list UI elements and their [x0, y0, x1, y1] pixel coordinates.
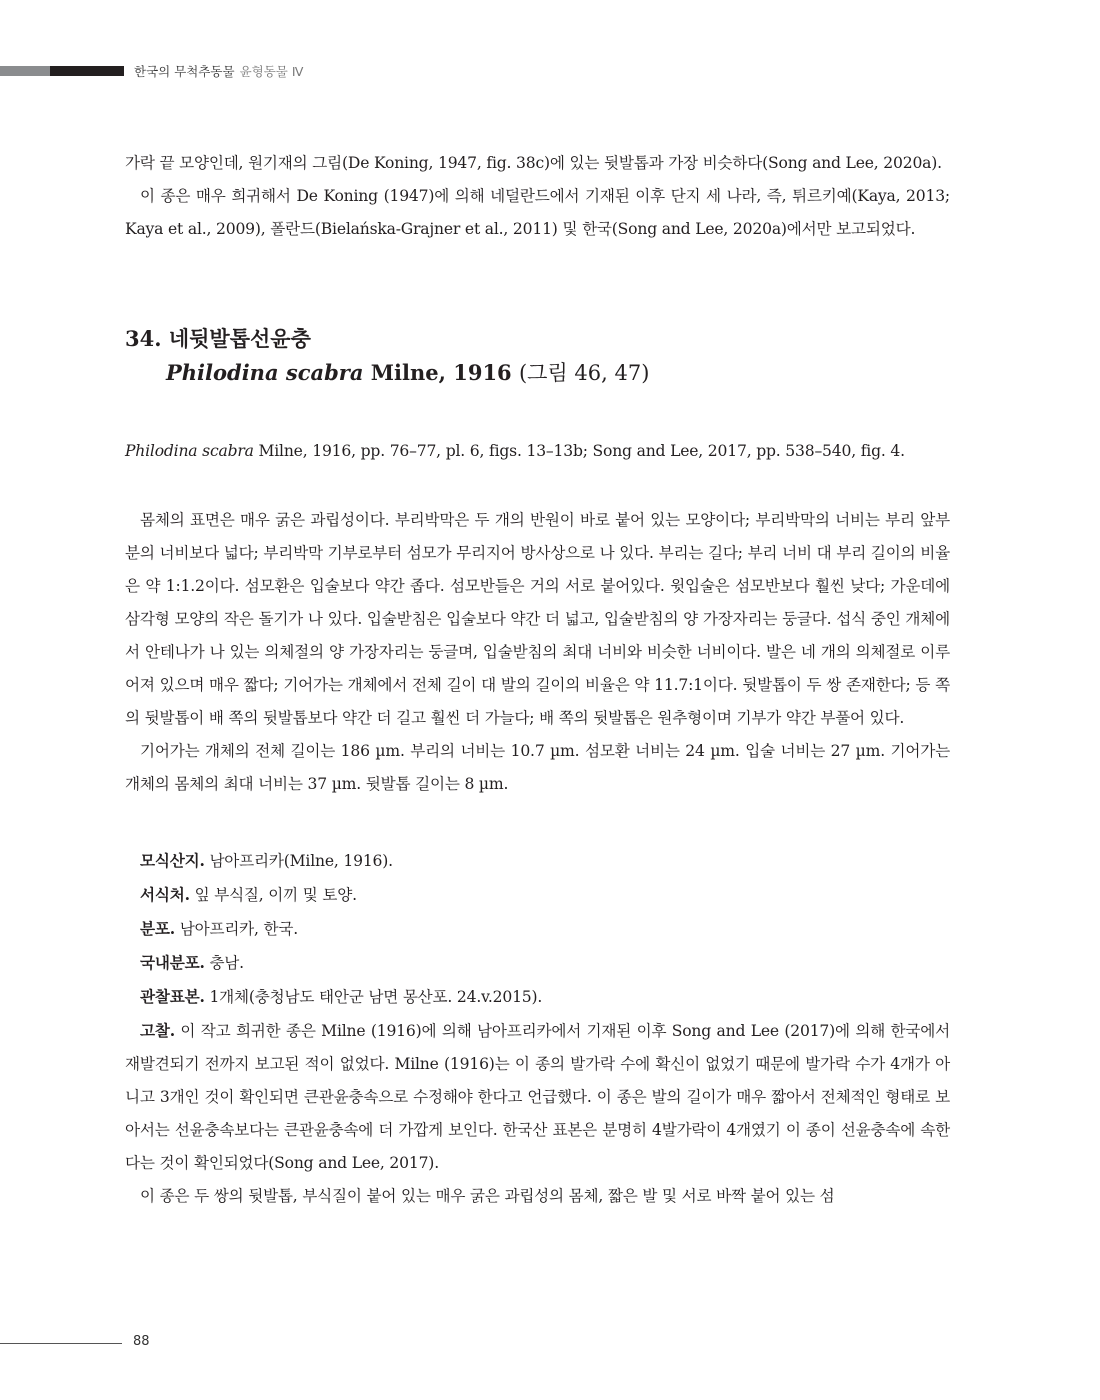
page-number: 88: [133, 1334, 150, 1349]
record-label: 서식처.: [140, 885, 190, 904]
species-number: 34.: [125, 326, 162, 351]
record-text: 남아프리카(Milne, 1916).: [204, 852, 393, 870]
record-label: 국내분포.: [140, 953, 205, 972]
remarks-paragraph-2: 이 종은 두 쌍의 뒷발톱, 부식질이 붙어 있는 매우 굵은 과립성의 몸체, 짧은 발 및 서로 바짝 붙어 있는 섬: [140, 1187, 835, 1205]
record-text: 1개체(충청남도 태안군 남면 몽산포. 24.v.2015).: [204, 988, 543, 1006]
description-paragraph-1: 몸체의 표면은 매우 굵은 과립성이다. 부리박막은 두 개의 반원이 바로 붙어 있는 모양이다; 부리박막의 너비는 부리 앞부분의 너비보다 넓다; 부리박막 기부로부터 섬모가 무리지어 방사상으로 나 있다. 부리는 길다; 부리 너비 대 부리 길이의 비율은 약 1:1.2이다. 섬모환은 입술보다 약간 좁다. 섬모반들은 거의 서로 붙어있다. 윗입술은 섬모반보다 훨씬 낮다; 가운데에 삼각형 모양의 작은 돌기가 나 있다. 입술받침은 입술보다 약간 더 넓고, 입술받침의 양 가장자리는 둥글다. 섭식 중인 개체에서 안테나가 나 있는 의체절의 양 가장자리는 둥글며, 입술받침의 최대 너비와 비슷한 너비이다. 발은 네 개의 의체절로 이루어져 있으며 매우 짧다; 기어가는 개체에서 전체 길이 대 발의 길이의 비율은 약 11.7:1이다. 뒷발톱이 두 쌍 존재한다; 등 쪽의 뒷발톱이 배 쪽의 뒷발톱보다 약간 더 길고 훨씬 더 가늘다; 배 쪽의 뒷발톱은 원추형이며 기부가 약간 부풀어 있다.: [125, 511, 950, 727]
running-header: [0, 64, 400, 78]
record-text: 남아프리카, 한국.: [174, 920, 299, 938]
record-material-examined: [140, 980, 950, 1014]
species-korean-name: 네뒷발톱선윤충: [168, 326, 311, 351]
footer-rule: [0, 1343, 122, 1344]
species-scientific-line: [125, 356, 950, 390]
species-sci-name: Philodina scabra: [166, 360, 364, 385]
remarks-paragraph-1: [125, 1014, 950, 1180]
record-label: 관찰표본.: [140, 987, 205, 1006]
synonymy-text: Milne, 1916, pp. 76–77, pl. 6, figs. 13–13b; Song and Lee, 2017, pp. 538–540, fig. 4.: [258, 442, 905, 460]
record-distribution: [140, 912, 950, 946]
species-figure-ref: (그림 46, 47): [518, 361, 650, 385]
record-label: 분포.: [140, 919, 175, 938]
record-korean-distribution: [140, 946, 950, 980]
header-bar-grey: [0, 66, 50, 76]
page-body: [125, 147, 950, 1213]
description-paragraph-2: 기어가는 개체의 전체 길이는 186 µm. 부리의 너비는 10.7 µm. 섬모환 너비는 24 µm. 입술 너비는 27 µm. 기어가는 개체의 몸체의 최대 너비는 37 µm. 뒷발톱 길이는 8 µm.: [125, 742, 950, 793]
header-volume: 윤형동물 Ⅳ: [239, 64, 304, 79]
synonymy: [125, 435, 950, 468]
species-heading: [125, 322, 950, 390]
remarks-text: 이 작고 희귀한 종은 Milne (1916)에 의해 남아프리카에서 기재된 이후 Song and Lee (2017)에 의해 한국에서 재발견되기 전까지 보고된 적이 없었다. Milne (1916)는 이 종의 발가락 수에 확신이 없었기 때문에 발가락 수가 4개가 아니고 3개인 것이 확인되면 큰관윤충속으로 수정해야 한다고 언급했다. 이 종은 발의 길이가 매우 짧아서 전체적인 형태로 보아서는 선윤충속보다는 큰관윤충속에 더 가깝게 보인다. 한국산 표본은 분명히 4발가락이 4개였기 이 종이 선윤충속에 속한다는 것이 확인되었다(Song and Lee, 2017).: [125, 1022, 950, 1172]
header-text: [134, 62, 303, 80]
record-text: 충남.: [204, 954, 244, 972]
record-text: 잎 부식질, 이끼 및 토양.: [189, 886, 357, 904]
header-book-title: 한국의 무척추동물: [134, 64, 235, 79]
page-footer: [0, 1334, 300, 1354]
synonymy-sci-name: Philodina scabra: [125, 442, 254, 460]
record-type-locality: [140, 844, 950, 878]
remarks-label: 고찰.: [140, 1021, 175, 1040]
prev-paragraph-1: 가락 끝 모양인데, 원기재의 그림(De Koning, 1947, fig. 38c)에 있는 뒷발톱과 가장 비슷하다(Song and Lee, 2020a).: [125, 154, 942, 172]
prev-paragraph-2: 이 종은 매우 희귀해서 De Koning (1947)에 의해 네덜란드에서 기재된 이후 단지 세 나라, 즉, 튀르키예(Kaya, 2013; Kaya et al., 2009), 폴란드(Bielańska-Grajner et al., 2011) 및 한국(Song and Lee, 2020a)에서만 보고되었다.: [125, 187, 950, 238]
header-bar-black: [50, 66, 124, 76]
record-habitat: [140, 878, 950, 912]
records-block: [125, 844, 950, 1213]
record-label: 모식산지.: [140, 851, 205, 870]
species-authority: Milne, 1916: [370, 360, 512, 385]
